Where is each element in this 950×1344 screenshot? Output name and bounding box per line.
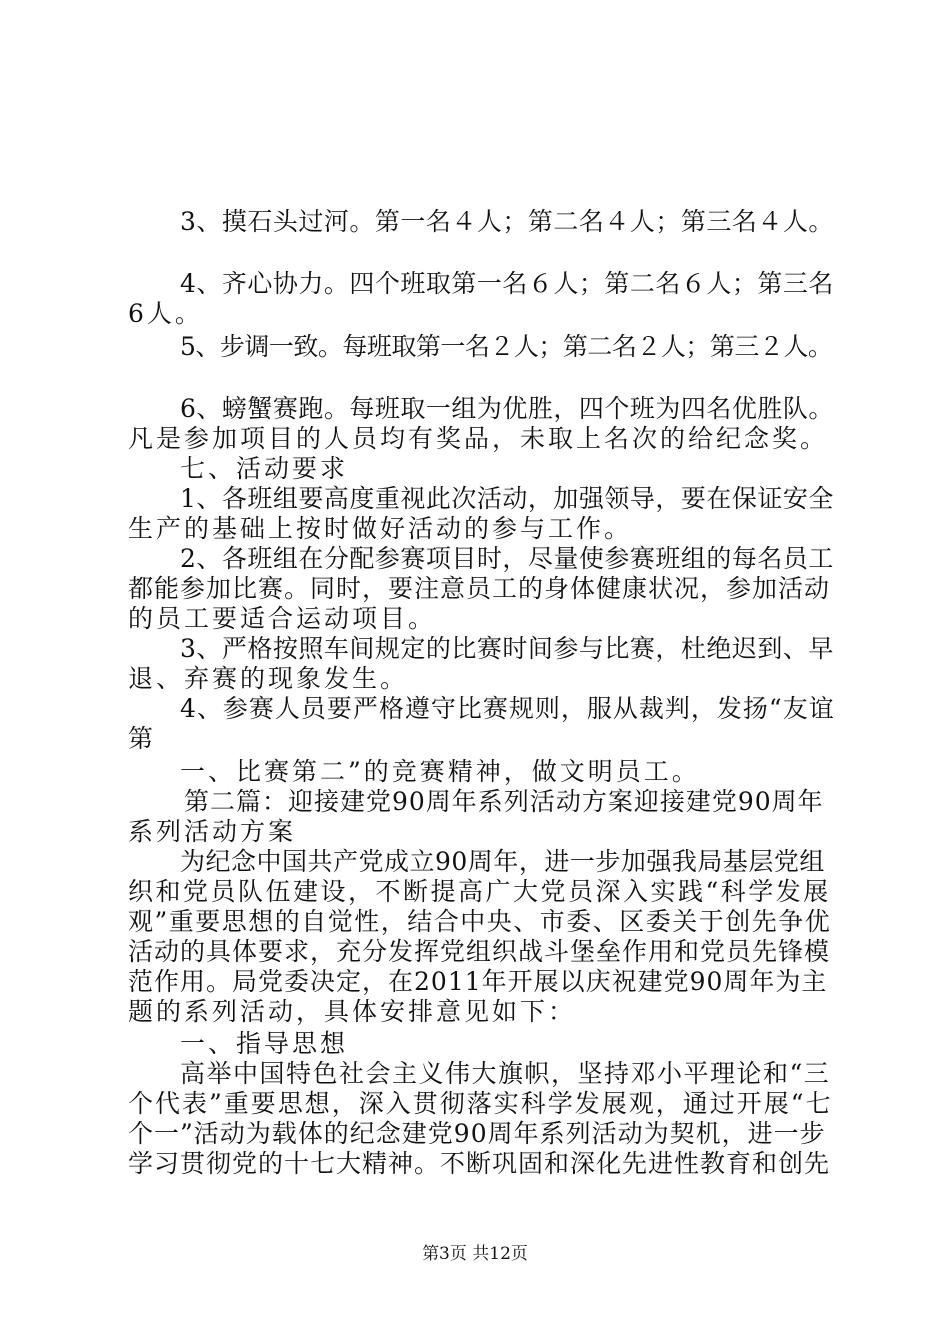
text-line: 第 xyxy=(128,724,157,753)
text-line: 生产的基础上按时做好活动的参与工作。 xyxy=(128,514,633,543)
text-line: 4、齐心协力。四个班取第一名６人；第二名６人；第三名 xyxy=(180,269,834,298)
text-line: 范作用。局党委决定，在2011年开展以庆祝建党90周年为主 xyxy=(128,967,828,996)
text-line: 1、各班组要高度重视此次活动，加强领导，要在保证安全 xyxy=(180,484,834,513)
page-footer: 第3页 共12页 xyxy=(422,1244,528,1264)
text-line: 退、弃赛的现象发生。 xyxy=(128,664,409,693)
text-line: 6人。 xyxy=(128,299,203,328)
section-heading: 一、指导思想 xyxy=(180,1029,349,1058)
text-line: 织和党员队伍建设，不断提高广大党员深入实践“科学发展 xyxy=(128,877,831,906)
text-line: 4、参赛人员要严格遵守比赛规则，服从裁判，发扬“友谊 xyxy=(180,694,835,723)
text-line: 凡是参加项目的人员均有奖品，未取上名次的给纪念奖。 xyxy=(128,424,829,453)
text-line: 题的系列活动，具体安排意见如下： xyxy=(128,997,577,1026)
text-line: 活动的具体要求，充分发挥党组织战斗堡垒作用和党员先锋模 xyxy=(128,937,831,966)
text-line: 学习贯彻党的十七大精神。不断巩固和深化先进性教育和创先 xyxy=(128,1149,831,1178)
text-line: 3、摸石头过河。第一名４人；第二名４人；第三名４人。 xyxy=(180,207,834,236)
text-line: 观”重要思想的自觉性，结合中央、市委、区委关于创先争优 xyxy=(128,907,832,936)
text-line: 个代表”重要思想，深入贯彻落实科学发展观，通过开展“七 xyxy=(128,1089,833,1118)
text-line: 3、严格按照车间规定的比赛时间参与比赛，杜绝迟到、早 xyxy=(180,634,834,663)
text-line: 5、步调一致。每班取第一名２人；第二名２人；第三２人。 xyxy=(180,332,833,361)
text-line: 一、比赛第二”的竞赛精神，做文明员工。 xyxy=(180,757,700,786)
text-line: 的员工要适合运动项目。 xyxy=(128,604,437,633)
text-line: 6、螃蟹赛跑。每班取一组为优胜，四个班为四名优胜队。 xyxy=(180,394,834,423)
chapter-heading: 第二篇：迎接建党90周年系列活动方案迎接建党90周年 xyxy=(184,787,824,816)
text-line: 为纪念中国共产党成立90周年，进一步加强我局基层党组 xyxy=(180,847,825,876)
section-heading: 七、活动要求 xyxy=(180,454,349,483)
text-line: 2、各班组在分配参赛项目时，尽量使参赛班组的每名员工 xyxy=(180,544,834,573)
text-line: 个一”活动为载体的纪念建党90周年系列活动为契机，进一步 xyxy=(128,1119,826,1148)
text-line: 系列活动方案 xyxy=(128,817,297,846)
text-line: 高举中国特色社会主义伟大旗帜，坚持邓小平理论和“三 xyxy=(180,1059,831,1088)
text-line: 都能参加比赛。同时，要注意员工的身体健康状况，参加活动 xyxy=(128,574,831,603)
